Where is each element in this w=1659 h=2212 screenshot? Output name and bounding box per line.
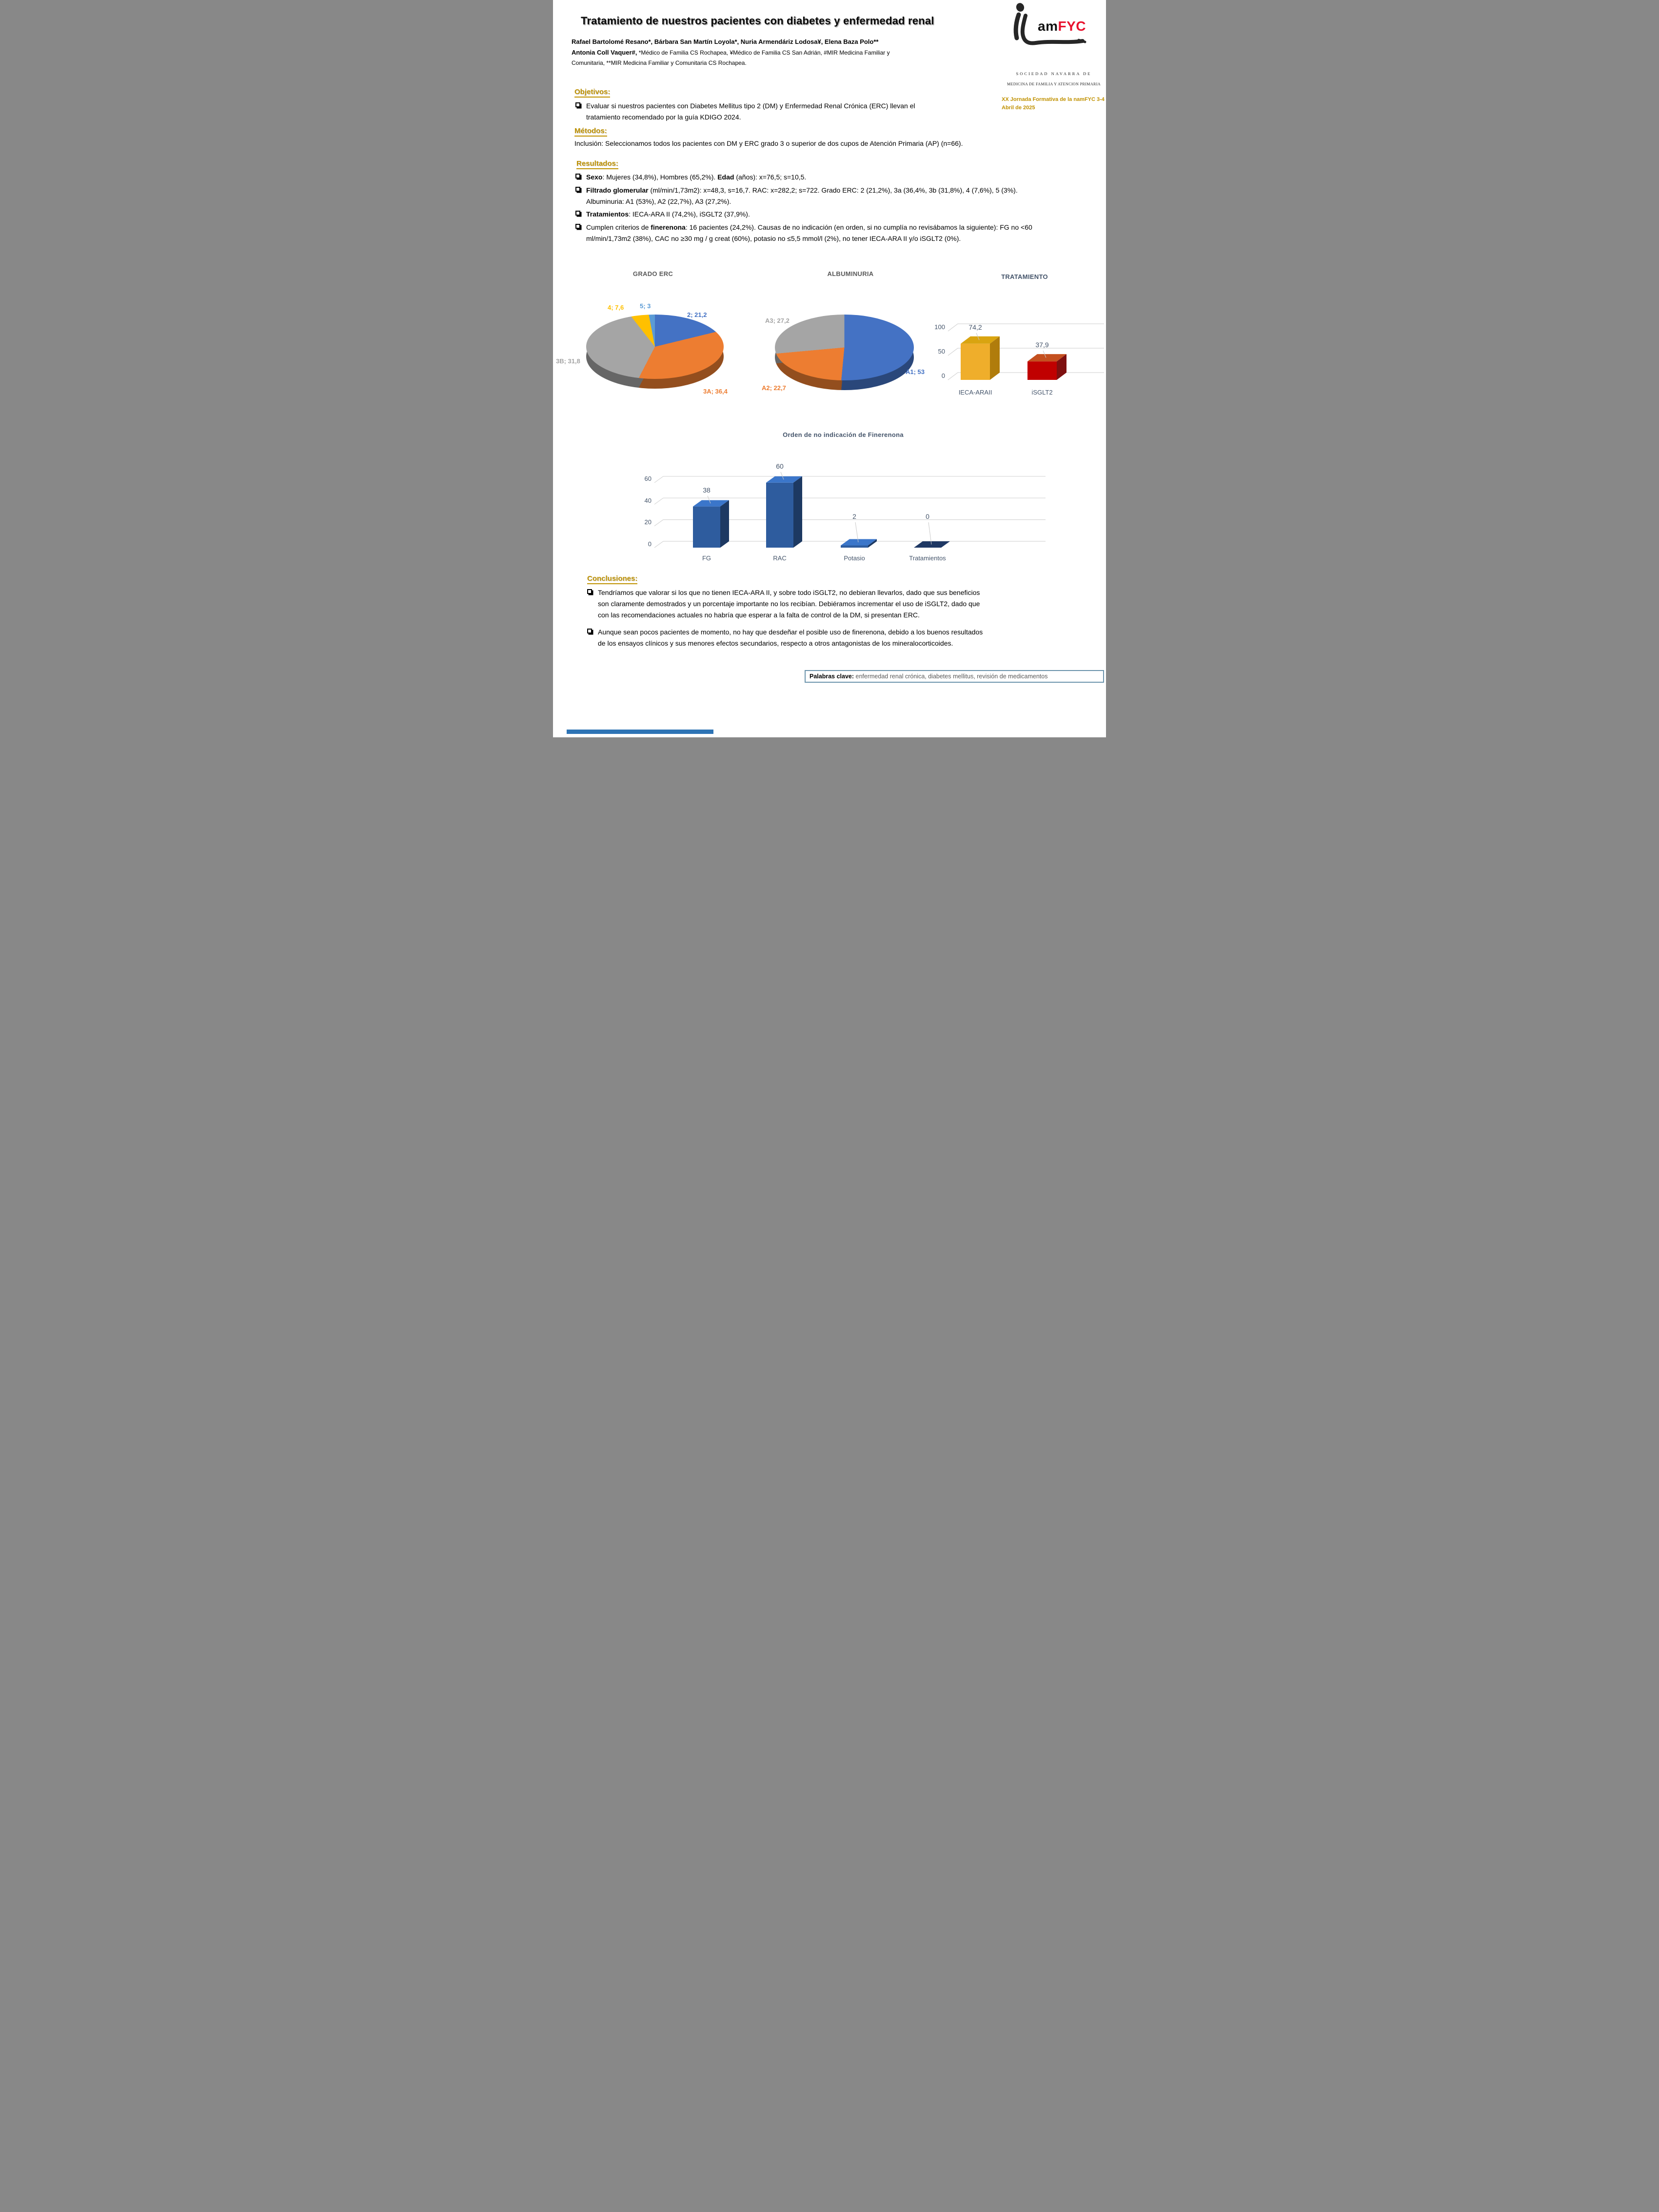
objetivos-text-l1: Evaluar si nuestros pacientes con Diabetes Mellitus tipo 2 (DM) y Enfermedad Renal Crónica (ERC) llevan el: [586, 102, 915, 110]
amfyc-logo-am: am: [1038, 19, 1058, 34]
slice-label-a1: A1; 53: [906, 368, 925, 375]
checkbox-bullet-icon: [575, 224, 580, 229]
finerenona-bar-chart: [636, 429, 1050, 571]
slice-label-3a: 3A; 36,4: [703, 388, 728, 395]
slice-label-5: 5; 3: [640, 302, 651, 310]
resultados-bullet-finerenona: Cumplen criterios de finerenona: 16 pacientes (24,2%). Causas de no indicación (en orden, si no cumplía no revisábamos la siguiente): FG no <60 ml/min/1,73m2 (38%), CAC no ≥30 mg / g creat (60%), potasio no ≤5,5 mmol/l (2%), no tener IECA-ARA II y/o iSGLT2 (0%).: [575, 222, 1098, 244]
bar-category-label: RAC: [773, 554, 787, 562]
y-axis-tick-label: 20: [644, 518, 652, 526]
section-resultados-heading: Resultados:: [576, 159, 618, 169]
page-title: Tratamiento de nuestros pacientes con diabetes y enfermedad renal: [581, 15, 934, 27]
grado-erc-pie-chart: [556, 268, 743, 415]
pie-3d-top: [586, 315, 724, 379]
section-metodos-heading: Métodos:: [574, 127, 607, 137]
bar-chart-canvas: [943, 268, 1106, 400]
slice-label-a2: A2; 22,7: [762, 384, 786, 392]
bar-category-label: IECA-ARAII: [958, 389, 992, 396]
keywords-label: Palabras clave:: [810, 673, 854, 680]
poster-page: [553, 0, 1106, 737]
affiliations: *Médico de Familia CS Rochapea, ¥Médico de Familia CS San Adrián, #MIR Medicina Familiar y: [637, 49, 890, 56]
bar-category-label: iSGLT2: [1031, 389, 1053, 396]
y-axis-tick-label: 0: [941, 372, 945, 379]
resultados-bullet-filtrado: Filtrado glomerular (ml/min/1,73m2): x=48,3, s=16,7. RAC: x=282,2; s=722. Grado ERC: 2 (21,2%), 3a (36,4%, 3b (31,8%), 4 (7,6%), 5 (3%). Albuminuria: A1 (53%), A2 (22,7%), A3 (27,2%).: [575, 185, 1096, 207]
conclusiones-bullet-2: Aunque sean pocos pacientes de momento, no hay que desdeñar el posible uso de finerenona, debido a los buenos resultados de los ensayos clínicos y sus menores efectos secundarios, respecto a otros antagonistas de los mineralocorticoides.: [587, 627, 983, 649]
conclusiones-bullet-1: Tendríamos que valorar si los que no tienen IECA-ARA II, y sobre todo iSGLT2, no debieran llevarlos, dado que sus beneficios son claramente demostrados y un porcentaje importante no los recibían. Debiéramos incrementar el uso de iSGLT2, dado que con las recomendaciones actuales no habría que esperar a la falta de control de la DM, si presentan ERC.: [587, 587, 980, 621]
authors-line1: Rafael Bartolomé Resano*, Bárbara San Martín Loyola*, Nuria Armendáriz Lodosa¥, Elena Baza Polo**: [572, 38, 879, 45]
grado-erc-chart-title: GRADO ERC: [632, 270, 673, 277]
y-axis-tick-label: 60: [644, 475, 652, 483]
checkbox-bullet-icon: [575, 174, 580, 178]
bar-category-label: Tratamientos: [909, 554, 946, 562]
checkbox-bullet-icon: [587, 629, 592, 633]
bar-value-label: 2: [852, 513, 856, 520]
author-bold: Antonia Coll Vaquer#,: [572, 49, 637, 56]
bar-value-label: 60: [776, 462, 784, 470]
event-caption: XX Jornada Formativa de la namFYC 3-4 Abril de 2025: [1002, 97, 1105, 111]
y-axis-tick-label: 50: [938, 347, 945, 355]
slice-label-2: 2; 21,2: [687, 311, 707, 318]
section-objetivos-heading: Objetivos:: [574, 88, 610, 98]
resultados-bullet-sexo: Sexo: Mujeres (34,8%), Hombres (65,2%). Edad (años): x=76,5; s=10,5.: [575, 172, 806, 183]
checkbox-bullet-icon: [587, 589, 592, 594]
slice-label-3b: 3B; 31,8: [556, 357, 580, 365]
bar-value-label: 0: [926, 513, 929, 520]
amfyc-logo-fyc: FYC: [1058, 19, 1086, 34]
bar-category-label: Potasio: [844, 554, 865, 562]
y-axis-tick-label: 0: [648, 540, 652, 548]
bar-value-label: 74,2: [968, 323, 982, 331]
authors-line2: [572, 49, 890, 56]
bar-chart-canvas: [636, 429, 1050, 571]
checkbox-bullet-icon: [575, 102, 580, 107]
albuminuria-pie-chart: [758, 268, 943, 415]
bar-category-label: FG: [702, 554, 711, 562]
resultados-bullet-tratamientos: Tratamientos: IECA-ARA II (74,2%), iSGLT2 (37,9%).: [575, 209, 750, 220]
amfyc-logo: [1038, 19, 1086, 34]
albuminuria-chart-title: ALBUMINURIA: [827, 270, 874, 277]
checkbox-bullet-icon: [575, 211, 580, 216]
y-axis-tick-label: 40: [644, 496, 652, 504]
pie-3d-top: [775, 315, 914, 380]
slice-label-4: 4; 7,6: [608, 304, 624, 311]
metodos-text: Inclusión: Seleccionamos todos los pacientes con DM y ERC grado 3 o superior de dos cupos de Atención Primaria (AP) (n=66).: [574, 139, 963, 147]
bar-value-label: 37,9: [1035, 341, 1049, 349]
y-axis-tick-label: 100: [934, 323, 945, 331]
keywords-box: [805, 670, 1104, 683]
bar-value-label: 38: [703, 486, 711, 494]
tratamiento-chart-title: TRATAMIENTO: [1001, 273, 1048, 280]
slice-label-a3: A3; 27,2: [765, 317, 790, 324]
objetivos-bullet: [575, 100, 915, 123]
society-name-line2: MEDICINA DE FAMILIA Y ATENCION PRIMARIA: [1007, 82, 1101, 86]
checkbox-bullet-icon: [575, 187, 580, 192]
tratamiento-bar-chart: [934, 268, 1106, 400]
authors-line3: Comunitaria, **MIR Medicina Familiar y Comunitaria CS Rochapea.: [572, 59, 747, 66]
society-name-line1: SOCIEDAD NAVARRA DE: [1016, 71, 1092, 76]
footer-accent-bar: [567, 730, 713, 734]
finerenona-chart-title: Orden de no indicación de Finerenona: [783, 431, 904, 438]
section-conclusiones-heading: Conclusiones:: [587, 574, 637, 584]
objetivos-text-l2: tratamiento recomendado por la guía KDIGO 2024.: [586, 113, 741, 121]
keywords-text: enfermedad renal crónica, diabetes mellitus, revisión de medicamentos: [854, 673, 1048, 680]
